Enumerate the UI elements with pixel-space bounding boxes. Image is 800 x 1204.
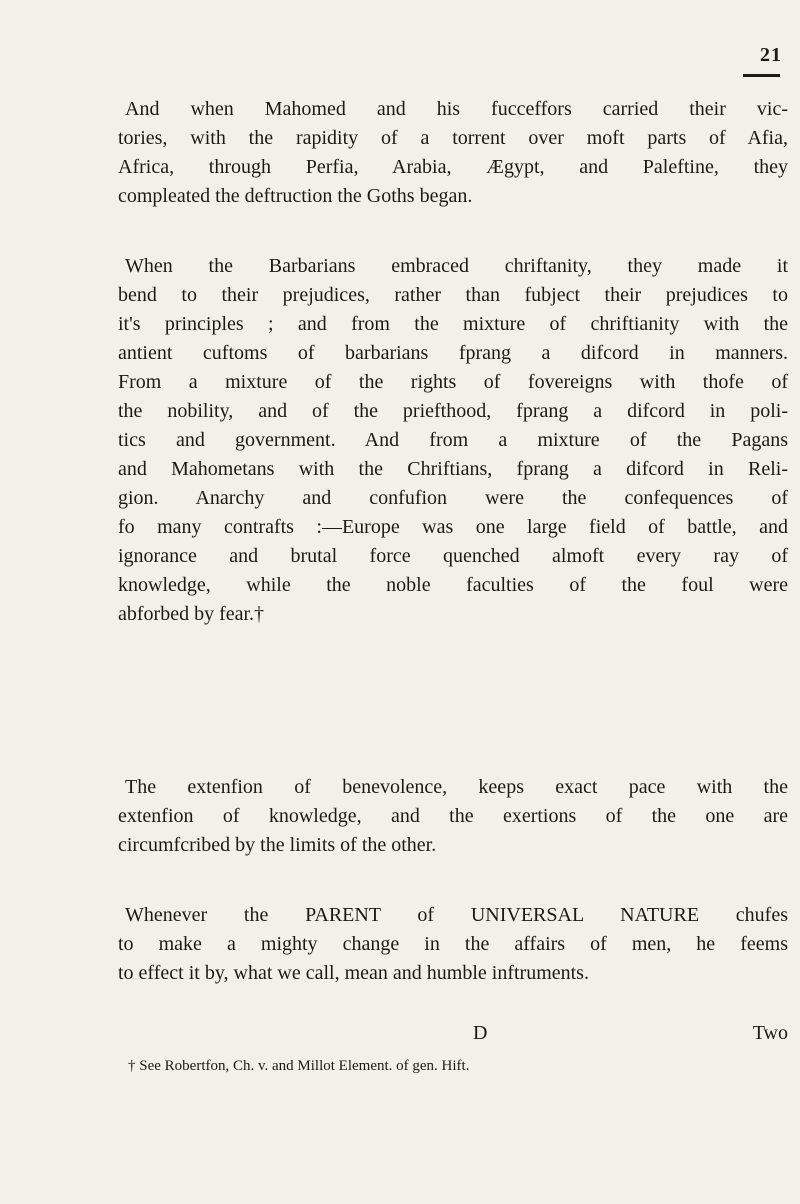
text-line: Whenever the PARENT of UNIVERSAL NATURE chufes <box>125 904 788 926</box>
text-line: And when Mahomed and his fucceffors carried their vic- <box>125 98 788 120</box>
text-line: antient cuftoms of barbarians fprang a difcord in manners. <box>118 342 788 364</box>
text-line: to effect it by, what we call, mean and humble inftruments. <box>118 962 589 984</box>
paragraph-1 <box>118 95 788 211</box>
page-number: 21 <box>760 44 782 66</box>
paragraph-3 <box>118 773 788 860</box>
text-line: circumfcribed by the limits of the other. <box>118 834 437 856</box>
text-line: The extenfion of benevolence, keeps exact pace with the <box>125 776 788 798</box>
text-line: bend to their prejudices, rather than fubject their prejudices to <box>118 284 788 306</box>
text-line: knowledge, while the noble faculties of the foul were <box>118 574 788 596</box>
text-line: gion. Anarchy and confufion were the confequences of <box>118 487 788 509</box>
text-line: From a mixture of the rights of fovereigns with thofe of <box>118 371 788 393</box>
text-line: and Mahometans with the Chriftians, fprang a difcord in Reli- <box>118 458 788 480</box>
signature-mark: D <box>473 1022 488 1044</box>
text-line: fo many contrafts :—Europe was one large field of battle, and <box>118 516 788 538</box>
text-line: tics and government. And from a mixture of the Pagans <box>118 429 788 451</box>
text-line: tories, with the rapidity of a torrent over moft parts of Afia, <box>118 127 788 149</box>
text-line: to make a mighty change in the affairs of men, he feems <box>118 933 788 955</box>
paragraph-2 <box>118 252 788 629</box>
text-line: When the Barbarians embraced chriftanity, they made it <box>125 255 788 277</box>
catchline <box>118 1022 788 1052</box>
text-line: it's principles ; and from the mixture of chriftianity with the <box>118 313 788 335</box>
catchword: Two <box>752 1022 788 1044</box>
paragraph-4 <box>118 901 788 988</box>
text-line: extenfion of knowledge, and the exertions of the one are <box>118 805 788 827</box>
text-line: abforbed by fear.† <box>118 603 265 625</box>
text-line: Africa, through Perfia, Arabia, Ægypt, and Paleftine, they <box>118 156 788 178</box>
text-line: ignorance and brutal force quenched almoft every ray of <box>118 545 788 567</box>
header-rule <box>743 74 780 77</box>
text-line: the nobility, and of the priefthood, fprang a difcord in poli- <box>118 400 788 422</box>
footnote: † See Robertfon, Ch. v. and Millot Element. of gen. Hift. <box>128 1058 470 1074</box>
text-line: compleated the deftruction the Goths began. <box>118 185 473 207</box>
